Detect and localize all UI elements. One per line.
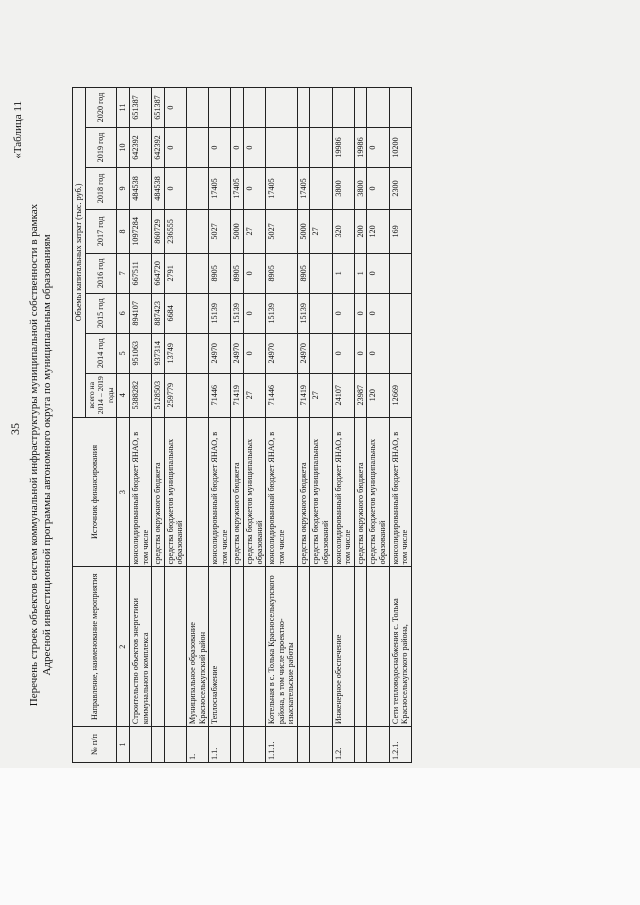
row-value: 0	[243, 253, 265, 293]
row-value	[186, 88, 208, 128]
row-value: 664720	[152, 253, 165, 293]
row-measure: Инженерное обеспечение	[332, 567, 354, 727]
row-value: 0	[243, 167, 265, 209]
row-value: 17405	[209, 167, 231, 209]
row-source	[186, 417, 208, 567]
row-number: 1.2.	[332, 727, 354, 763]
row-value: 5388282	[129, 373, 151, 417]
row-value: 24970	[209, 333, 231, 373]
row-number	[354, 727, 367, 763]
row-value	[186, 209, 208, 253]
row-value: 860729	[152, 209, 165, 253]
table-row	[389, 88, 411, 763]
row-value: 24970	[231, 333, 244, 373]
row-value	[310, 333, 332, 373]
row-value	[310, 88, 332, 128]
row-source: консолидированный бюджет ЯНАО, в том числе	[129, 417, 151, 567]
row-value: 24970	[266, 333, 298, 373]
header-source: Источник финансирования	[73, 417, 117, 567]
table-row	[243, 88, 265, 763]
row-value: 13749	[164, 333, 186, 373]
row-value: 169	[389, 209, 411, 253]
row-value: 27	[243, 209, 265, 253]
row-value: 200	[354, 209, 367, 253]
row-source: консолидированный бюджет ЯНАО, в том числе	[266, 417, 298, 567]
page-number: 35	[8, 423, 22, 435]
row-number	[297, 727, 310, 763]
row-value: 8905	[231, 253, 244, 293]
row-value: 951063	[129, 333, 151, 373]
row-value	[186, 373, 208, 417]
row-value: 27	[310, 373, 332, 417]
row-number	[152, 727, 165, 763]
row-number	[231, 727, 244, 763]
table-row	[332, 88, 354, 763]
row-value	[389, 293, 411, 333]
row-source: консолидированный бюджет ЯНАО, в том числе	[389, 417, 411, 567]
row-source: средства окружного бюджета	[297, 417, 310, 567]
row-value: 0	[367, 167, 389, 209]
document-title: Перечень строек объектов систем коммунальной инфраструктуры муниципальной собственности в рамках Адресной инвестиционной программы автономного округа по муниципальным образованиям	[28, 203, 53, 707]
row-value: 27	[310, 209, 332, 253]
row-value: 2791	[164, 253, 186, 293]
row-value	[266, 128, 298, 168]
row-measure	[367, 567, 389, 727]
row-value: 0	[367, 333, 389, 373]
row-value: 0	[354, 333, 367, 373]
row-measure	[354, 567, 367, 727]
row-number	[367, 727, 389, 763]
row-measure	[297, 567, 310, 727]
row-value: 17405	[231, 167, 244, 209]
row-value: 8905	[297, 253, 310, 293]
row-value	[354, 88, 367, 128]
row-value: 259779	[164, 373, 186, 417]
colnum: 10	[117, 128, 130, 168]
colnum: 1	[117, 727, 130, 763]
row-value	[266, 88, 298, 128]
row-value: 17405	[297, 167, 310, 209]
row-value: 0	[354, 293, 367, 333]
row-measure: Котельная в с. Толька Красноселькупского района, в том числе проектно-изыскательские работы	[266, 567, 298, 727]
row-value	[389, 253, 411, 293]
row-source: средства окружного бюджета	[354, 417, 367, 567]
row-source: средства бюджетов муниципальных образований	[367, 417, 389, 567]
row-value: 8905	[266, 253, 298, 293]
row-source: средства бюджетов муниципальных образований	[243, 417, 265, 567]
row-value	[297, 88, 310, 128]
row-value: 15139	[209, 293, 231, 333]
row-value	[310, 167, 332, 209]
row-number: 1.2.1.	[389, 727, 411, 763]
row-value: 0	[367, 253, 389, 293]
row-measure	[164, 567, 186, 727]
row-value: 651387	[152, 88, 165, 128]
colnum: 4	[117, 373, 130, 417]
header-2017: 2017 год	[85, 209, 117, 253]
header-volume-group: Объемы капитальных затрат (тыс. руб.)	[73, 88, 86, 418]
row-value: 10200	[389, 128, 411, 168]
header-2014: 2014 год	[85, 333, 117, 373]
row-value: 1097284	[129, 209, 151, 253]
row-value: 320	[332, 209, 354, 253]
table-row	[129, 88, 151, 763]
row-value: 0	[231, 128, 244, 168]
row-value: 0	[164, 128, 186, 168]
table-label: «Таблица 11	[12, 101, 24, 159]
row-value: 484538	[152, 167, 165, 209]
header-2020: 2020 год	[85, 88, 117, 128]
row-value: 24107	[332, 373, 354, 417]
row-value: 3800	[332, 167, 354, 209]
row-measure	[231, 567, 244, 727]
row-value: 71446	[209, 373, 231, 417]
row-value	[209, 88, 231, 128]
row-value: 12669	[389, 373, 411, 417]
table-body	[129, 88, 411, 763]
row-source: консолидированный бюджет ЯНАО, в том числе	[332, 417, 354, 567]
row-value: 2300	[389, 167, 411, 209]
header-total: всего на 2014 – 2019 годы	[85, 373, 117, 417]
row-value: 8905	[209, 253, 231, 293]
row-value: 1	[354, 253, 367, 293]
row-value: 0	[332, 333, 354, 373]
row-value	[389, 88, 411, 128]
table-row	[354, 88, 367, 763]
row-value: 5027	[209, 209, 231, 253]
colnum: 8	[117, 209, 130, 253]
table-row	[310, 88, 332, 763]
header-2019: 2019 год	[85, 128, 117, 168]
row-value	[186, 128, 208, 168]
row-measure: Теплоснабжение	[209, 567, 231, 727]
row-source: средства бюджетов муниципальных образований	[164, 417, 186, 567]
row-value: 15139	[266, 293, 298, 333]
row-number	[310, 727, 332, 763]
row-value	[186, 167, 208, 209]
row-value: 0	[164, 88, 186, 128]
header-2018: 2018 год	[85, 167, 117, 209]
row-value: 5000	[231, 209, 244, 253]
header-number: № п/п	[73, 727, 117, 763]
row-value	[389, 333, 411, 373]
row-value	[332, 88, 354, 128]
colnum: 11	[117, 88, 130, 128]
header-2016: 2016 год	[85, 253, 117, 293]
table-row	[152, 88, 165, 763]
row-value: 6684	[164, 293, 186, 333]
table-row	[266, 88, 298, 763]
row-value: 19986	[332, 128, 354, 168]
table-row	[231, 88, 244, 763]
row-value: 0	[243, 293, 265, 333]
row-number	[164, 727, 186, 763]
row-value: 0	[243, 128, 265, 168]
table-row	[297, 88, 310, 763]
row-value: 0	[367, 293, 389, 333]
row-value	[310, 293, 332, 333]
table-row	[164, 88, 186, 763]
row-measure	[152, 567, 165, 727]
row-value: 5027	[266, 209, 298, 253]
row-value: 0	[209, 128, 231, 168]
row-value: 5128503	[152, 373, 165, 417]
row-value	[310, 128, 332, 168]
colnum: 6	[117, 293, 130, 333]
row-source: средства окружного бюджета	[231, 417, 244, 567]
colnum: 3	[117, 417, 130, 567]
row-value: 71419	[297, 373, 310, 417]
row-number	[129, 727, 151, 763]
row-value: 120	[367, 209, 389, 253]
row-measure: Муниципальное образование Красноселькупский район	[186, 567, 208, 727]
header-measure: Направление, наименование мероприятия	[73, 567, 117, 727]
table-row	[209, 88, 231, 763]
row-value: 484538	[129, 167, 151, 209]
row-value: 24970	[297, 333, 310, 373]
table-row	[367, 88, 389, 763]
row-value: 894107	[129, 293, 151, 333]
row-value: 0	[332, 293, 354, 333]
row-value: 236555	[164, 209, 186, 253]
rotated-document	[0, 75, 520, 775]
row-source: средства бюджетов муниципальных образований	[310, 417, 332, 567]
row-value	[186, 253, 208, 293]
colnum: 7	[117, 253, 130, 293]
row-value	[367, 88, 389, 128]
row-value: 19986	[354, 128, 367, 168]
row-value: 0	[367, 128, 389, 168]
row-value: 887423	[152, 293, 165, 333]
row-value: 0	[243, 333, 265, 373]
colnum: 9	[117, 167, 130, 209]
row-value: 23987	[354, 373, 367, 417]
row-number: 1.1.	[209, 727, 231, 763]
row-source: консолидированный бюджет ЯНАО, в том числе	[209, 417, 231, 567]
row-value	[310, 253, 332, 293]
column-number-row	[117, 88, 130, 763]
page-margin	[0, 768, 640, 905]
row-value: 1	[332, 253, 354, 293]
row-value	[186, 333, 208, 373]
row-source: средства окружного бюджета	[152, 417, 165, 567]
row-value	[243, 88, 265, 128]
row-value: 642392	[129, 128, 151, 168]
row-value: 71419	[231, 373, 244, 417]
header-2015: 2015 год	[85, 293, 117, 333]
row-value: 27	[243, 373, 265, 417]
row-number: 1.	[186, 727, 208, 763]
row-measure	[310, 567, 332, 727]
row-value: 5000	[297, 209, 310, 253]
row-value: 937314	[152, 333, 165, 373]
row-value: 17405	[266, 167, 298, 209]
table-row	[186, 88, 208, 763]
row-value: 3800	[354, 167, 367, 209]
colnum: 2	[117, 567, 130, 727]
row-value: 15139	[297, 293, 310, 333]
row-value: 642392	[152, 128, 165, 168]
row-value	[186, 293, 208, 333]
row-value: 0	[164, 167, 186, 209]
capital-expenditure-table	[72, 87, 412, 763]
row-value: 71446	[266, 373, 298, 417]
row-value: 667511	[129, 253, 151, 293]
row-value: 15139	[231, 293, 244, 333]
row-value: 651387	[129, 88, 151, 128]
row-value	[231, 88, 244, 128]
row-value: 120	[367, 373, 389, 417]
row-number: 1.1.1.	[266, 727, 298, 763]
row-measure	[243, 567, 265, 727]
row-number	[243, 727, 265, 763]
row-measure: Строительство объектов энергетики коммунального комплекса	[129, 567, 151, 727]
colnum: 5	[117, 333, 130, 373]
row-value	[297, 128, 310, 168]
row-measure: Сети тепловодоснабжения с. Толька Красноселькупского района,	[389, 567, 411, 727]
